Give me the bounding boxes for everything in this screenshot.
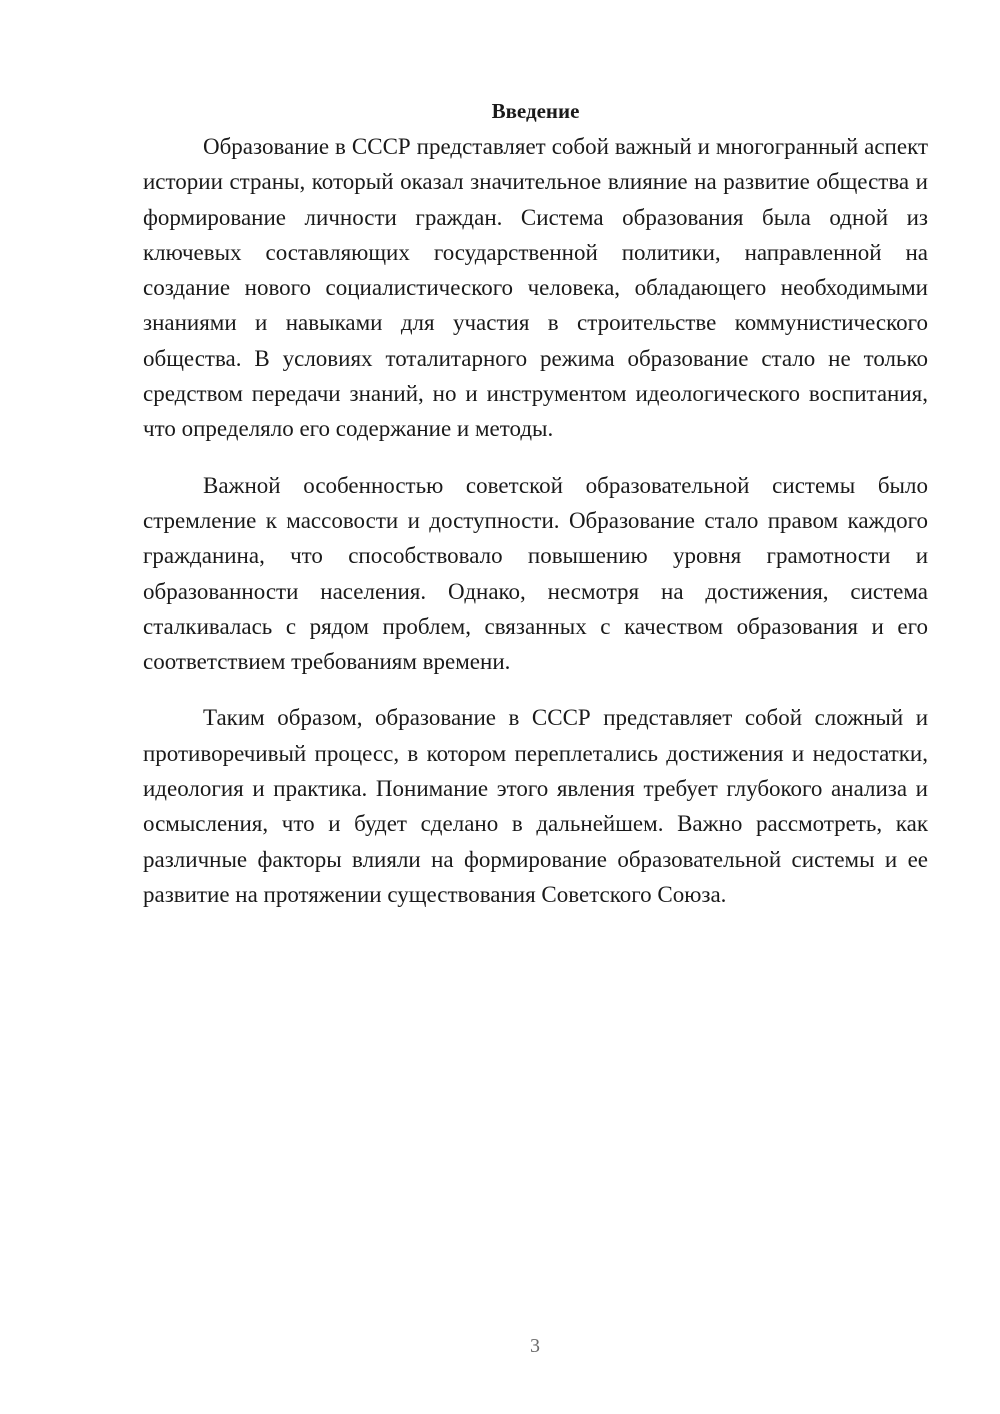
- paragraph-1: Образование в СССР представляет собой важный и многогранный аспект истории страны, который оказал значительное влияние на развитие общества и формирование личности граждан. Система образования была одной из ключевых составляющих государственной политики, направленной на создание нового социалистического человека, обладающего необходимыми знаниями и навыками для участия в строительстве коммунистического общества. В условиях тоталитарного режима образование стало не только средством передачи знаний, но и инструментом идеологического воспитания, что определяло его содержание и методы.: [143, 134, 928, 442]
- section-title: Введение: [491, 99, 580, 123]
- page-content: [143, 95, 928, 912]
- paragraph-2: Важной особенностью советской образовательной системы было стремление к массовости и доступности. Образование стало правом каждого гражданина, что способствовало повышению уровня грамотности и образованности населения. Однако, несмотря на достижения, система сталкивалась с рядом проблем, связанных с качеством образования и его соответствием требованиям времени.: [143, 472, 928, 675]
- page-number: 3: [530, 1335, 540, 1357]
- paragraph-3: Таким образом, образование в СССР представляет собой сложный и противоречивый процесс, в котором переплетались достижения и недостатки, идеология и практика. Понимание этого явления требует глубокого анализа и осмысления, что и будет сделано в дальнейшем. Важно рассмотреть, как различные факторы влияли на формирование образовательной системы и ее развитие на протяжении существования Советского Союза.: [143, 705, 928, 907]
